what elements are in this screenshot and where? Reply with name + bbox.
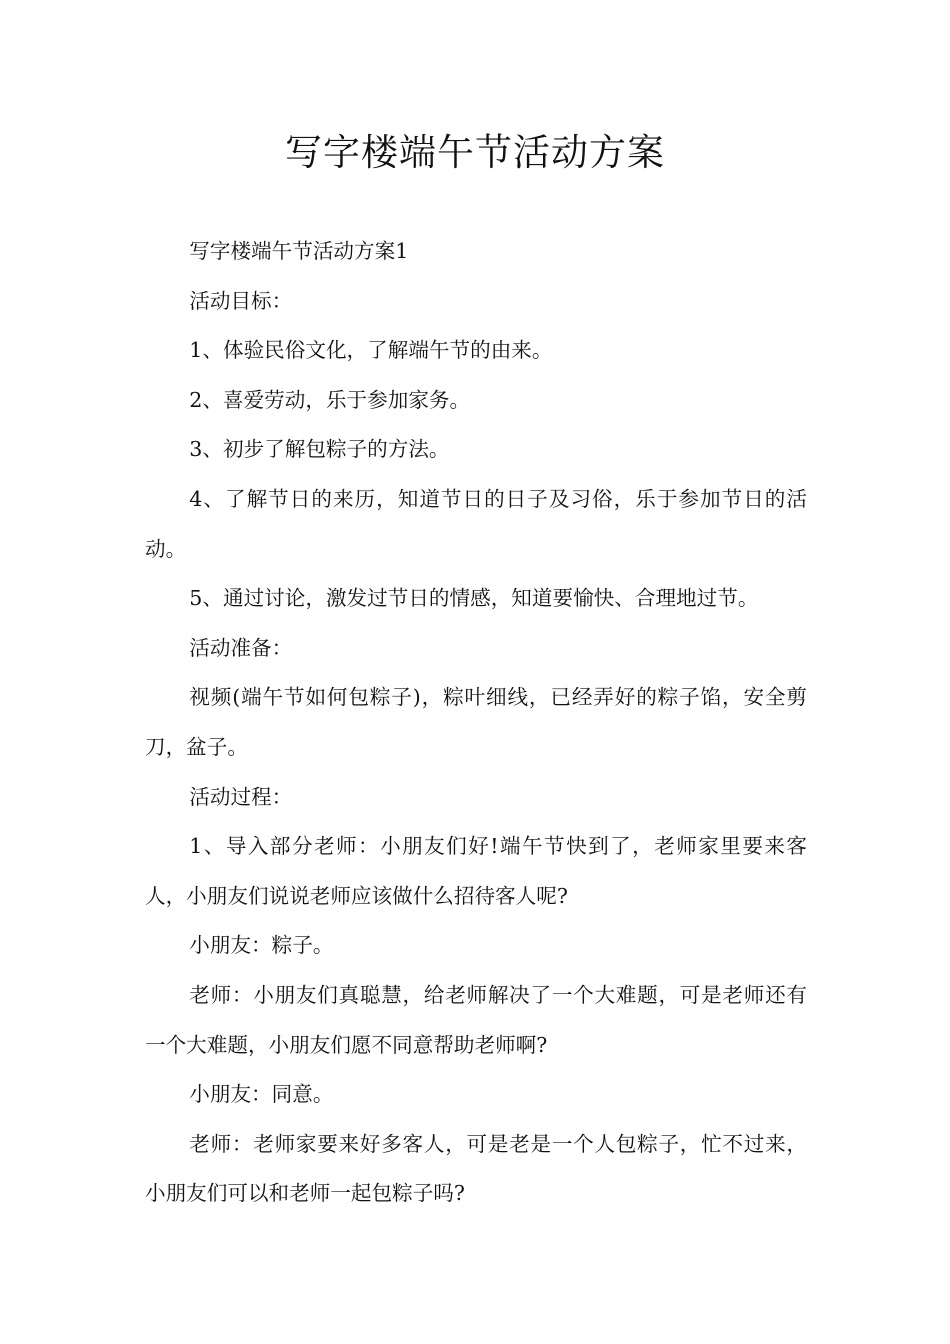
paragraph-dialogue-teacher-1: 老师：小朋友们真聪慧，给老师解决了一个大难题，可是老师还有一个大难题，小朋友们愿不同意帮助老师啊? bbox=[145, 982, 807, 1057]
paragraph-dialogue-child-1: 小朋友：粽子。 bbox=[189, 933, 334, 958]
paragraph-process-1: 1、导入部分老师：小朋友们好!端午节快到了，老师家里要来客人，小朋友们说说老师应该做什么招待客人呢? bbox=[145, 834, 807, 908]
paragraph-prep-items: 视频(端午节如何包粽子)，粽叶细线，已经弄好的粽子馅，安全剪刀，盆子。 bbox=[145, 685, 807, 759]
document-body bbox=[145, 227, 807, 1219]
paragraph-dialogue-teacher-2: 老师：老师家要来好多客人，可是老是一个人包粽子，忙不过来，小朋友们可以和老师一起包粽子吗? bbox=[145, 1131, 807, 1206]
paragraph-dialogue-child-2: 小朋友：同意。 bbox=[189, 1082, 334, 1107]
paragraph-goal-1: 1、体验民俗文化，了解端午节的由来。 bbox=[189, 338, 553, 363]
paragraph-goal-3: 3、初步了解包粽子的方法。 bbox=[189, 437, 450, 462]
paragraph-goal-5: 5、通过讨论，激发过节日的情感，知道要愉快、合理地过节。 bbox=[189, 586, 759, 611]
paragraph-subtitle: 写字楼端午节活动方案1 bbox=[189, 239, 409, 263]
paragraph-goal-2: 2、喜爱劳动，乐于参加家务。 bbox=[189, 387, 471, 412]
paragraph-process-heading: 活动过程： bbox=[189, 784, 293, 809]
paragraph-prep-heading: 活动准备： bbox=[189, 635, 293, 660]
paragraph-goals-heading: 活动目标： bbox=[189, 288, 293, 313]
document-title: 写字楼端午节活动方案 bbox=[285, 131, 665, 174]
paragraph-goal-4: 4、了解节日的来历，知道节日的日子及习俗，乐于参加节日的活动。 bbox=[145, 486, 807, 561]
